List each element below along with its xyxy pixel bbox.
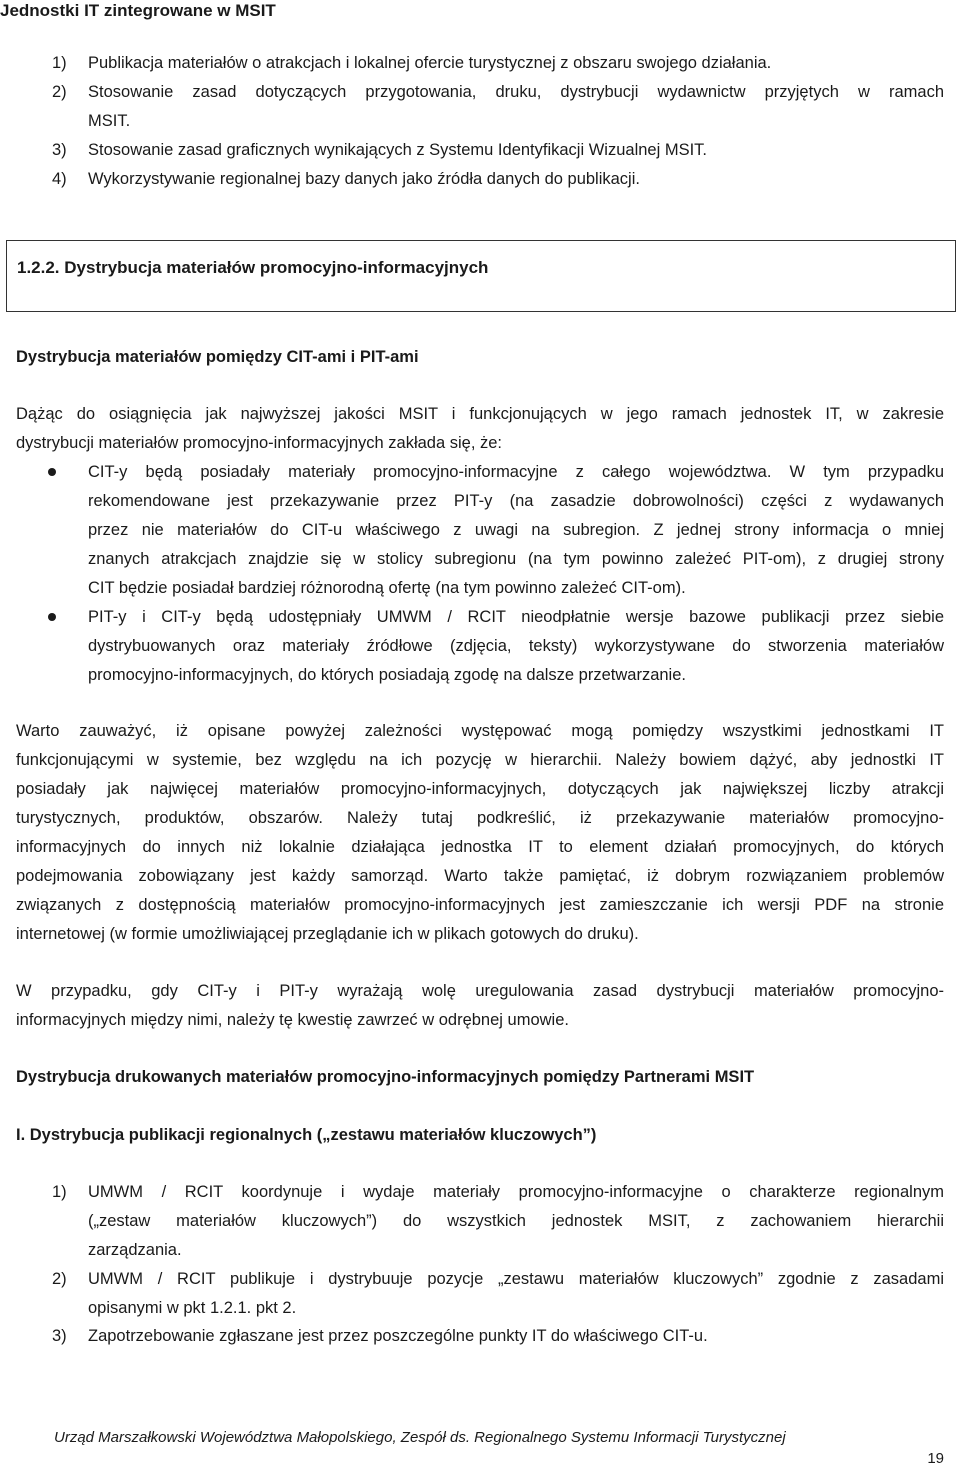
list-number: 1) [52,1183,67,1201]
paragraph-line: podejmowania zobowiązany jest każdy samorząd. Warto także pamiętać, iż dobrym rozwiązaniem problemów [16,867,944,885]
paragraph-line: informacyjnych do innych niż lokalnie działająca jednostka IT to element działań promocyjnych, do których [16,838,944,856]
intro-title: Jednostki IT zintegrowane w MSIT [0,1,276,20]
paragraph-line: turystycznych, produktów, obszarów. Należy tutaj podkreślić, iż przekazywanie materiałów promocyjno- [16,809,944,827]
paragraph-line: Warto zauważyć, iż opisane powyżej zależności występować mogą pomiędzy wszystkimi jednostkami IT [16,722,944,740]
list-number: 1) [52,54,67,72]
paragraph-line: W przypadku, gdy CIT-y i PIT-y wyrażają wolę uregulowania zasad dystrybucji materiałów promocyjno- [16,982,944,1000]
paragraph-line: związanych z dostępnością materiałów promocyjno-informacyjnych jest zamieszczanie ich wersji PDF na stronie [16,896,944,914]
bullet-line: znanych atrakcjach znajdzie się w stolicy subregionu (na tym powinno zależeć PIT-om), z drugiej strony [88,550,944,568]
list-item-text: opisanymi w pkt 1.2.1. pkt 2. [88,1299,297,1317]
bullet-icon [48,468,56,476]
paragraph-line: dystrybucji materiałów promocyjno-informacyjnych zakłada się, że: [16,434,503,452]
list-number: 2) [52,1270,67,1288]
paragraph-line: Dążąc do osiągnięcia jak najwyższej jakości MSIT i funkcjonujących w jego ramach jednostek IT, w zakresie [16,405,944,423]
section-heading: 1.2.2. Dystrybucja materiałów promocyjno-informacyjnych [17,258,489,277]
bullet-line: CIT będzie posiadał bardziej różnorodną ofertę (na tym powinno zależeć CIT-om). [88,579,686,597]
bullet-line: przez nie materiałów do CIT-u właściwego z uwagi na subregion. Z jednej strony informacja o mniej [88,521,944,539]
section-heading-box [6,240,956,312]
bullet-line: rekomendowane jest przekazywanie przez PIT-y (na zasadzie dobrowolności) części z wydawanych [88,492,944,510]
page-footer: Urząd Marszałkowski Województwa Małopolskiego, Zespół ds. Regionalnego Systemu Informacji Turystycznej [54,1429,786,1446]
list-item-text: Zapotrzebowanie zgłaszane jest przez poszczególne punkty IT do właściwego CIT-u. [88,1327,708,1345]
list-number: 3) [52,1327,67,1345]
paragraph-line: posiadały jak najwięcej materiałów promocyjno-informacyjnych, dotyczących jak największej liczby atrakcji [16,780,944,798]
bullet-line: dystrybuowanych oraz materiały źródłowe (zdjęcia, teksty) wykorzystywane do stworzenia materiałów [88,637,944,655]
list-item-text: Publikacja materiałów o atrakcjach i lokalnej ofercie turystycznej z obszaru swojego działania. [88,54,772,72]
bullet-line: promocyjno-informacyjnych, do których posiadają zgodę na dalsze przetwarzanie. [88,666,686,684]
list-item-text: zarządzania. [88,1241,182,1259]
list-item-text: UMWM / RCIT publikuje i dystrybuuje pozycje „zestawu materiałów kluczowych” zgodnie z zasadami [88,1270,944,1288]
list-item-text: Wykorzystywanie regionalnej bazy danych jako źródła danych do publikacji. [88,170,640,188]
list-number: 4) [52,170,67,188]
list-item-text: Stosowanie zasad dotyczących przygotowania, druku, dystrybucji wydawnictw przyjętych w ramach [88,83,944,101]
bullet-icon [48,613,56,621]
bullet-line: PIT-y i CIT-y będą udostępniały UMWM / RCIT nieodpłatnie wersje bazowe publikacji przez siebie [88,608,944,626]
paragraph-line: informacyjnych między nimi, należy tę kwestię zawrzeć w odrębnej umowie. [16,1011,569,1029]
list-item-text: MSIT. [88,112,131,130]
paragraph-line: internetowej (w formie umożliwiającej przeglądanie ich w plikach gotowych do druku). [16,925,639,943]
subheading: I. Dystrybucja publikacji regionalnych („zestawu materiałów kluczowych”) [16,1126,597,1144]
page-number: 19 [927,1450,944,1467]
list-item-text: („zestaw materiałów kluczowych”) do wszystkich jednostek MSIT, z zachowaniem hierarchii [88,1212,944,1230]
paragraph-line: funkcjonującymi w systemie, bez względu na ich pozycję w hierarchii. Należy bowiem dążyć, aby jednostki IT [16,751,944,769]
list-item-text: UMWM / RCIT koordynuje i wydaje materiały promocyjno-informacyjne o charakterze regionalnym [88,1183,944,1201]
list-number: 3) [52,141,67,159]
list-item-text: Stosowanie zasad graficznych wynikających z Systemu Identyfikacji Wizualnej MSIT. [88,141,707,159]
subheading: Dystrybucja drukowanych materiałów promocyjno-informacyjnych pomiędzy Partnerami MSIT [16,1068,755,1086]
bullet-line: CIT-y będą posiadały materiały promocyjno-informacyjne z całego województwa. W tym przypadku [88,463,944,481]
list-number: 2) [52,83,67,101]
subheading: Dystrybucja materiałów pomiędzy CIT-ami i PIT-ami [16,348,419,366]
